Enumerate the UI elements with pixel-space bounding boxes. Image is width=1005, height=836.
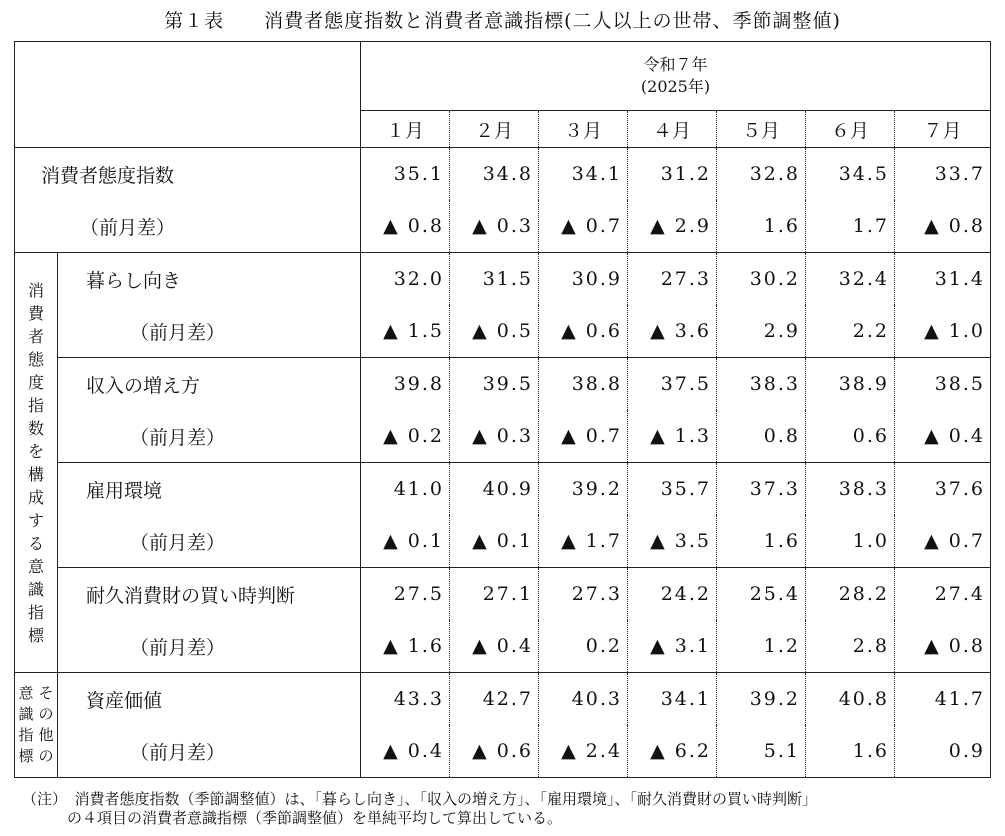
diff-cell: ▲ 0.8 xyxy=(361,200,450,253)
diff-cell: ▲ 0.8 xyxy=(895,620,991,673)
diff-cell: 0.9 xyxy=(895,725,991,778)
row-label: 暮らし向き xyxy=(58,253,361,306)
value-cell: 40.9 xyxy=(450,463,539,516)
value-cell: 41.0 xyxy=(393,478,444,500)
diff-cell: ▲ 0.4 xyxy=(450,620,539,673)
diff-label: （前月差） xyxy=(58,515,361,568)
value-cell: 32.8 xyxy=(717,148,806,201)
value-cell: 40.3 xyxy=(539,673,628,726)
month-header: ２月 xyxy=(450,111,539,148)
diff-cell: ▲ 2.9 xyxy=(628,200,717,253)
row-label: 耐久消費財の買い時判断 xyxy=(58,568,361,621)
value-cell: 30.9 xyxy=(539,253,628,306)
diff-cell: ▲ 1.0 xyxy=(895,305,991,358)
value-cell: 30.2 xyxy=(717,253,806,306)
diff-cell: ▲ 0.3 xyxy=(450,200,539,253)
month-header: ５月 xyxy=(717,111,806,148)
diff-cell: ▲ 0.2 xyxy=(361,410,450,463)
diff-cell: 5.1 xyxy=(717,725,806,778)
diff-cell: 2.8 xyxy=(806,620,895,673)
value-cell: 34.5 xyxy=(806,148,895,201)
diff-cell: 0.6 xyxy=(806,410,895,463)
diff-cell: ▲ 1.5 xyxy=(361,305,450,358)
value-cell: 39.2 xyxy=(539,463,628,516)
diff-cell: ▲ 0.1 xyxy=(361,515,450,568)
diff-cell: ▲ 0.7 xyxy=(539,410,628,463)
month-header: ７月 xyxy=(895,111,991,148)
diff-cell: ▲ 0.3 xyxy=(450,410,539,463)
row-label: 収入の増え方 xyxy=(58,358,361,411)
value-cell: 25.4 xyxy=(717,568,806,621)
other-group-label-col2: 意識指標 xyxy=(18,684,34,765)
era-label: 令和７年 xyxy=(643,55,708,74)
diff-cell: 0.8 xyxy=(717,410,806,463)
value-cell: 27.4 xyxy=(895,568,991,621)
value-cell: 28.2 xyxy=(806,568,895,621)
value-cell: 32.4 xyxy=(806,253,895,306)
value-cell: 37.3 xyxy=(717,463,806,516)
diff-label: （前月差） xyxy=(15,200,361,253)
diff-cell: ▲ 2.4 xyxy=(539,725,628,778)
diff-cell: ▲ 0.8 xyxy=(895,200,991,253)
diff-cell: ▲ 1.6 xyxy=(361,620,450,673)
diff-cell: 0.2 xyxy=(539,620,628,673)
value-cell: 37.5 xyxy=(628,358,717,411)
value-cell: 27.3 xyxy=(539,568,628,621)
value-cell: 31.2 xyxy=(628,148,717,201)
footnote-line-1: （注） 消費者態度指数（季節調整値）は、「暮らし向き」、「収入の増え方」、「雇用環境」、「耐久消費財の買い時判断」 xyxy=(22,790,818,808)
row-label: 消費者態度指数 xyxy=(15,148,361,201)
diff-label: （前月差） xyxy=(58,725,361,778)
year-label: (2025年) xyxy=(640,77,711,96)
diff-cell: ▲ 1.3 xyxy=(628,410,717,463)
diff-cell: 2.2 xyxy=(806,305,895,358)
table-title: 第１表 消費者態度指数と消費者意識指標(二人以上の世帯、季節調整値) xyxy=(164,10,841,32)
diff-label: （前月差） xyxy=(58,620,361,673)
value-cell: 37.6 xyxy=(895,463,991,516)
diff-cell: 1.2 xyxy=(717,620,806,673)
diff-cell: 1.6 xyxy=(806,725,895,778)
value-cell: 27.3 xyxy=(628,253,717,306)
diff-cell: 2.9 xyxy=(717,305,806,358)
value-cell: 34.8 xyxy=(450,148,539,201)
value-cell: 43.3 xyxy=(393,688,444,710)
value-cell: 38.9 xyxy=(806,358,895,411)
diff-cell: ▲ 0.7 xyxy=(895,515,991,568)
diff-cell: 1.6 xyxy=(717,515,806,568)
components-group-label: 消費者態度指数を構成する意識指標 xyxy=(15,253,58,673)
value-cell: 38.5 xyxy=(895,358,991,411)
value-cell: 31.5 xyxy=(450,253,539,306)
corner-cell xyxy=(15,42,361,148)
other-group-label xyxy=(15,673,58,778)
diff-cell: 1.0 xyxy=(806,515,895,568)
diff-cell: ▲ 0.6 xyxy=(539,305,628,358)
diff-cell: ▲ 0.4 xyxy=(895,410,991,463)
diff-cell: ▲ 6.2 xyxy=(628,725,717,778)
diff-cell: ▲ 0.1 xyxy=(450,515,539,568)
footnote xyxy=(22,790,1002,828)
diff-cell: ▲ 1.7 xyxy=(539,515,628,568)
diff-cell: ▲ 0.7 xyxy=(539,200,628,253)
row-label: 雇用環境 xyxy=(58,463,361,516)
diff-cell: 1.7 xyxy=(806,200,895,253)
value-cell: 39.5 xyxy=(450,358,539,411)
value-cell: 27.1 xyxy=(450,568,539,621)
diff-label: （前月差） xyxy=(58,305,361,358)
value-cell: 34.1 xyxy=(539,148,628,201)
other-group-label-col1: その他の xyxy=(38,684,54,765)
data-table-container xyxy=(14,41,990,779)
value-cell: 35.7 xyxy=(628,463,717,516)
value-cell: 40.8 xyxy=(806,673,895,726)
value-cell: 27.5 xyxy=(393,583,444,605)
diff-cell: ▲ 3.5 xyxy=(628,515,717,568)
diff-cell: ▲ 0.4 xyxy=(361,725,450,778)
diff-label: （前月差） xyxy=(58,410,361,463)
month-header: ６月 xyxy=(806,111,895,148)
diff-cell: ▲ 0.6 xyxy=(450,725,539,778)
diff-cell: ▲ 3.1 xyxy=(628,620,717,673)
footnote-line-2: の４項目の消費者意識指標（季節調整値）を単純平均して算出している。 xyxy=(67,809,563,827)
diff-cell: ▲ 3.6 xyxy=(628,305,717,358)
diff-cell: ▲ 0.5 xyxy=(450,305,539,358)
era-header xyxy=(361,42,991,111)
month-header: ４月 xyxy=(628,111,717,148)
value-cell: 42.7 xyxy=(450,673,539,726)
consumer-confidence-table xyxy=(14,41,991,778)
value-cell: 39.8 xyxy=(393,373,444,395)
diff-cell: 1.6 xyxy=(717,200,806,253)
value-cell: 39.2 xyxy=(717,673,806,726)
value-cell: 31.4 xyxy=(895,253,991,306)
value-cell: 41.7 xyxy=(895,673,991,726)
value-cell: 35.1 xyxy=(393,163,444,185)
value-cell: 32.0 xyxy=(393,268,444,290)
month-header: １月 xyxy=(361,111,450,148)
value-cell: 38.3 xyxy=(806,463,895,516)
value-cell: 34.1 xyxy=(628,673,717,726)
value-cell: 38.8 xyxy=(539,358,628,411)
value-cell: 38.3 xyxy=(717,358,806,411)
month-header: ３月 xyxy=(539,111,628,148)
value-cell: 33.7 xyxy=(895,148,991,201)
value-cell: 24.2 xyxy=(628,568,717,621)
row-label: 資産価値 xyxy=(58,673,361,726)
